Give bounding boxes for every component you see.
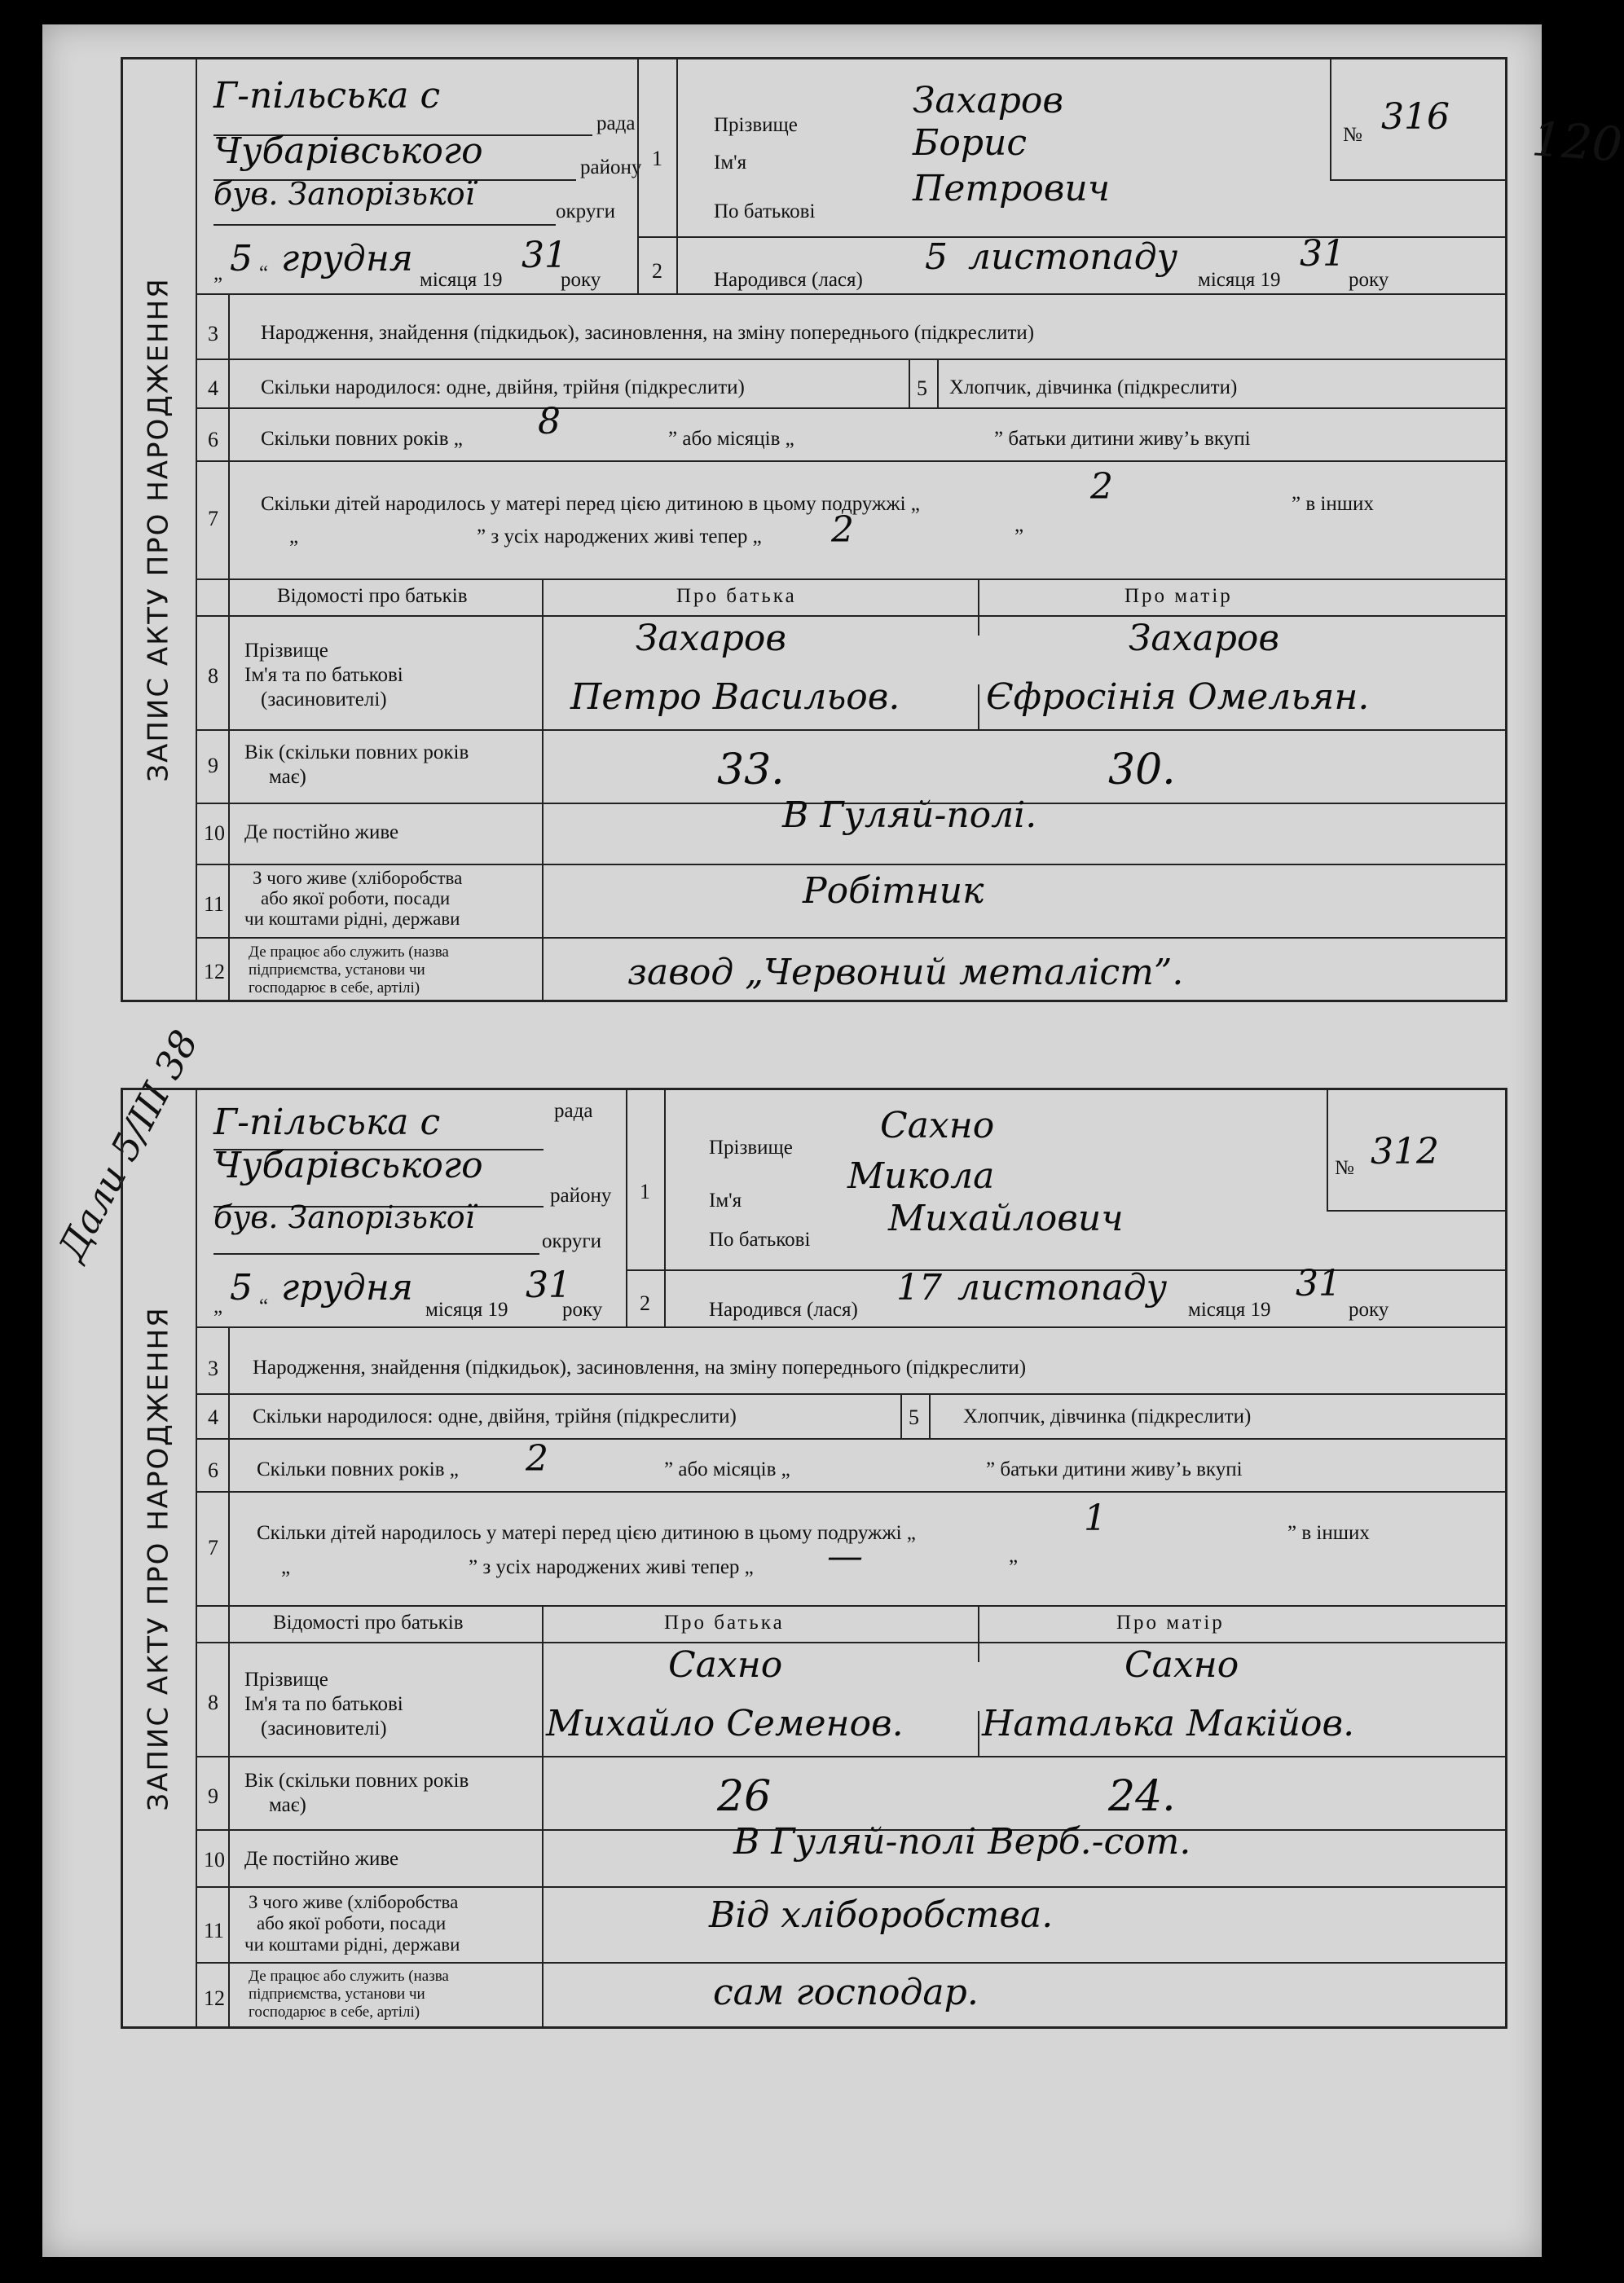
rayon-label: району: [550, 1185, 612, 1207]
residence-label: Де постійно живе: [244, 1848, 399, 1870]
row-sex: Хлопчик, дівчинка (підкреслити): [963, 1405, 1252, 1427]
page-number: 120: [1529, 111, 1624, 173]
row-sex: Хлопчик, дівчинка (підкреслити): [949, 376, 1238, 398]
rada-handwritten: Г-пільська с: [213, 1102, 441, 1143]
child-name-handwritten: Борис: [913, 122, 1027, 164]
surname-label: Прізвище: [709, 1137, 793, 1159]
mother-age-handwritten: 24.: [1108, 1772, 1176, 1821]
okruha-label: округи: [556, 200, 615, 222]
father-column-header: Про батька: [676, 585, 797, 607]
reg-year-handwritten: 31: [522, 235, 567, 276]
parents-header: Відомості про батьків: [273, 1612, 464, 1634]
mother-surname-handwritten: Сахно: [1124, 1644, 1239, 1686]
child-surname-handwritten: Захаров: [913, 80, 1063, 121]
reg-year-handwritten: 31: [526, 1265, 571, 1306]
okruha-handwritten: був. Запорізької: [213, 1199, 475, 1235]
birth-year-handwritten: 31: [1300, 233, 1345, 275]
children-alive-handwritten: 2: [831, 509, 854, 551]
father-age-handwritten: 26: [717, 1772, 772, 1821]
surname-label: Прізвище: [714, 114, 798, 136]
mother-age-handwritten: 30.: [1108, 746, 1176, 794]
child-patronymic-handwritten: Петрович: [913, 168, 1111, 209]
father-surname-handwritten: Сахно: [668, 1644, 783, 1686]
record-number: 316: [1381, 96, 1450, 138]
reg-month-label: місяця 19: [425, 1299, 508, 1321]
years-together-handwritten: 2: [526, 1438, 548, 1480]
child-surname-handwritten: Сахно: [880, 1105, 995, 1146]
parents-header: Відомості про батьків: [277, 585, 468, 607]
name-label: Ім'я: [714, 152, 747, 174]
father-age-handwritten: 33.: [717, 746, 785, 794]
side-label: ЗАПИС АКТУ ПРО НАРОДЖЕННЯ: [143, 277, 176, 782]
workplace-handwritten: завод „Червоний металіст”.: [627, 952, 1184, 993]
birth-day-handwritten: 17: [896, 1267, 942, 1309]
mother-name-handwritten: Єфросінія Омельян.: [986, 676, 1370, 718]
reg-month-label: місяця 19: [420, 269, 503, 291]
rada-handwritten: Г-пільська с: [213, 75, 441, 117]
children-before-handwritten: 1: [1084, 1498, 1107, 1539]
occupation-handwritten: Робітник: [803, 870, 984, 912]
row-multiplicity: Скільки народилося: одне, двійня, трійня (підкреслити): [253, 1405, 737, 1427]
name-label: Ім'я: [709, 1190, 742, 1212]
workplace-handwritten: сам господар.: [713, 1972, 979, 2013]
rada-label: рада: [596, 112, 636, 134]
reg-year-label: року: [562, 1299, 603, 1321]
reg-day-handwritten: 5: [230, 1267, 253, 1309]
reg-month-handwritten: грудня: [281, 1267, 413, 1309]
born-label: Народився (лася): [709, 1299, 858, 1321]
father-name-handwritten: Петро Васильов.: [570, 676, 900, 718]
side-label: ЗАПИС АКТУ ПРО НАРОДЖЕННЯ: [143, 1305, 176, 1811]
reg-month-handwritten: грудня: [281, 238, 413, 279]
mother-column-header: Про матір: [1116, 1612, 1225, 1634]
okruha-label: округи: [542, 1230, 601, 1252]
reg-year-label: року: [561, 269, 601, 291]
rayon-handwritten: Чубарівського: [213, 1145, 483, 1186]
row-birth-type: Народження, знайдення (підкидьок), засиновлення, на зміну попереднього (підкреслити): [253, 1357, 1027, 1379]
record-number: 312: [1371, 1131, 1439, 1172]
children-alive-handwritten: —: [827, 1536, 863, 1577]
years-together-handwritten: 8: [538, 401, 561, 442]
birth-year-handwritten: 31: [1296, 1263, 1341, 1304]
residence-handwritten: В Гуляй-полі.: [782, 794, 1037, 836]
residence-label: Де постійно живе: [244, 821, 399, 843]
row-birth-type: Народження, знайдення (підкидьок), засиновлення, на зміну попереднього (підкреслити): [261, 322, 1035, 344]
father-name-handwritten: Михайло Семенов.: [546, 1703, 904, 1744]
reg-day-handwritten: 5: [230, 238, 253, 279]
patronymic-label: По батькові: [714, 200, 816, 222]
mother-surname-handwritten: Захаров: [1129, 618, 1279, 659]
father-surname-handwritten: Захаров: [636, 618, 786, 659]
children-before-handwritten: 2: [1090, 466, 1113, 508]
patronymic-label: По батькові: [709, 1229, 811, 1251]
rayon-handwritten: Чубарівського: [213, 130, 483, 172]
okruha-handwritten: був. Запорізької: [213, 176, 475, 212]
rada-label: рада: [554, 1100, 593, 1122]
occupation-handwritten: Від хліборобства.: [709, 1894, 1054, 1936]
row-multiplicity: Скільки народилося: одне, двійня, трійня (підкреслити): [261, 376, 745, 398]
margin-note: Дали 5/III 38: [49, 1023, 207, 1268]
mother-column-header: Про матір: [1124, 585, 1233, 607]
born-label: Народився (лася): [714, 269, 863, 291]
child-patronymic-handwritten: Михайлович: [888, 1198, 1124, 1239]
rayon-label: району: [580, 156, 642, 178]
birth-month-handwritten: листопаду: [957, 1267, 1168, 1309]
residence-handwritten: В Гуляй-полі Верб.-сот.: [733, 1821, 1191, 1863]
child-name-handwritten: Микола: [847, 1155, 995, 1197]
birth-month-handwritten: листопаду: [968, 236, 1178, 278]
mother-name-handwritten: Наталька Макійов.: [982, 1703, 1355, 1744]
birth-day-handwritten: 5: [925, 236, 948, 278]
father-column-header: Про батька: [664, 1612, 785, 1634]
